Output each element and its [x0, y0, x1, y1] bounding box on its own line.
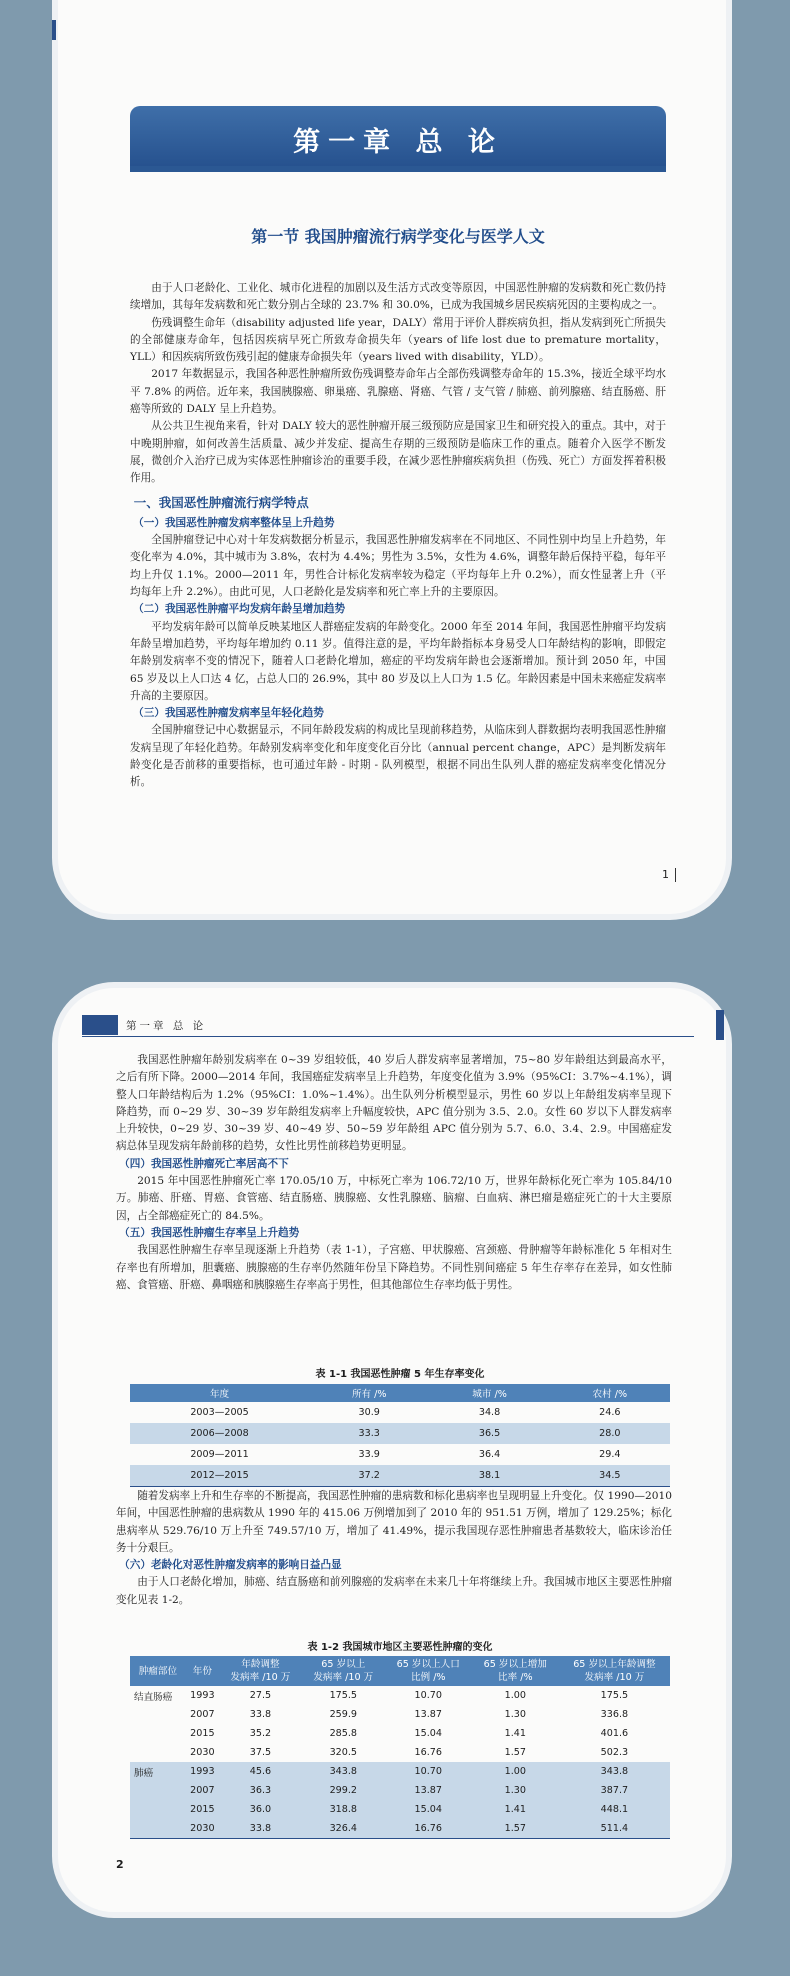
table-cell: 28.0	[550, 1423, 670, 1444]
table-cell: 1.41	[504, 1728, 526, 1739]
table-header-cell: 年龄调整 发病率 /10 万	[219, 1656, 302, 1686]
table-cell: 13.87	[385, 1781, 472, 1800]
table-cell: 2030	[186, 1819, 219, 1839]
tumor-site-cell	[130, 1800, 186, 1819]
table-cell: 2006—2008	[130, 1423, 309, 1444]
paragraph: 从公共卫生视角来看，针对 DALY 较大的恶性肿瘤开展三级预防应是国家卫生和研究投入的重点。其中，对于中晚期肿瘤，如何改善生活质量、减少并发症、提高生存期的三级预防是临床工作的重点。随着介入医学不断发展，微创介入治疗已成为实体恶性肿瘤诊治的重要手段，在减少恶性肿瘤疾病负担（伤残、死亡）方面发挥着积极作用。	[130, 420, 666, 485]
table-cell: 401.6	[600, 1728, 629, 1739]
table-cell: 387.7	[559, 1781, 670, 1800]
table-header-cell: 65 岁以上人口 比例 /%	[385, 1656, 472, 1686]
table-cell: 37.2	[309, 1465, 429, 1487]
table-header-cell: 城市 /%	[429, 1384, 549, 1402]
table-cell: 1.41	[472, 1800, 559, 1819]
table-cell: 29.4	[599, 1449, 621, 1460]
table-header-cell: 65 岁以上年龄调整 发病率 /10 万	[559, 1656, 670, 1686]
table-row	[130, 1444, 670, 1465]
table-cell: 320.5	[329, 1747, 358, 1758]
document-page-2	[52, 982, 732, 1918]
table-cell: 2015	[190, 1728, 215, 1739]
table-cell: 326.4	[302, 1819, 385, 1839]
table-cell: 2015	[186, 1800, 219, 1819]
table-cell: 336.8	[600, 1709, 629, 1720]
table-cell: 2007	[186, 1781, 219, 1800]
heading-epidemiology: 一、我国恶性肿瘤流行病学特点	[133, 494, 309, 510]
tumor-site-cell	[130, 1743, 186, 1762]
table-1	[130, 1384, 670, 1487]
table-row	[130, 1800, 670, 1819]
document-page-1	[52, 0, 732, 920]
table-cell: 35.2	[249, 1728, 272, 1739]
table-cell: 175.5	[329, 1690, 358, 1701]
table-cell: 299.2	[302, 1781, 385, 1800]
table-cell: 36.0	[219, 1800, 302, 1819]
paragraph: 平均发病年龄可以简单反映某地区人群癌症发病的年龄变化。2000 年至 2014 年间，我国恶性肿瘤平均发病年龄呈增加趋势，平均每年增加约 0.11 岁。值得注意的是，平均年龄指标本身易受人口年龄结构的影响，即假定年龄别发病率不变的情况下，随着人口老龄化增加，癌症的平均发病年龄也会逐渐增加。预计到 2050 年，中国 65 岁及以上人口达 4 亿，占总人口的 26.9%，其中 80 岁及以上人口为 1.5 亿。年龄因素是中国未来癌症发病率升高的主要原因。	[130, 620, 666, 702]
table-cell: 1.00	[472, 1762, 559, 1781]
table-cell: 45.6	[219, 1762, 302, 1781]
table-cell: 16.76	[414, 1747, 442, 1758]
page-edge-mark	[52, 20, 56, 40]
table-cell: 1993	[186, 1762, 219, 1781]
table-cell: 34.5	[550, 1465, 670, 1487]
table-cell: 33.8	[219, 1819, 302, 1839]
page2-body-top	[116, 1052, 672, 1294]
page-edge-mark	[716, 1010, 724, 1040]
tumor-site-cell	[130, 1781, 186, 1800]
table-row	[130, 1819, 670, 1839]
table-cell: 1.57	[504, 1747, 526, 1758]
tumor-site-cell	[130, 1819, 186, 1839]
table-cell: 36.4	[478, 1449, 501, 1460]
table-cell: 33.3	[309, 1423, 429, 1444]
table-cell: 15.04	[385, 1800, 472, 1819]
page1-body	[130, 280, 666, 792]
table-row	[130, 1762, 670, 1781]
paragraph: 我国恶性肿瘤生存率呈现逐渐上升趋势（表 1-1），子宫癌、甲状腺癌、宫颈癌、骨肿瘤等年龄标准化 5 年相对生存率也有所增加，胆囊癌、胰腺癌的生存率仍然随年份呈下降趋势。不同性别间癌症 5 年生存率存在差异，如女性肺癌、食管癌、肝癌、鼻咽癌和胰腺癌生存率高于男性，但其他部位生存率均低于男性。	[116, 1244, 672, 1291]
table-header-cell: 65 岁以上 发病率 /10 万	[302, 1656, 385, 1686]
table-cell: 33.9	[358, 1449, 380, 1460]
table-cell: 502.3	[600, 1747, 629, 1758]
subheading-age: （二）我国恶性肿瘤平均发病年龄呈增加趋势	[133, 603, 346, 616]
subheading-aging: （六）老龄化对恶性肿瘤发病率的影响日益凸显	[119, 1559, 342, 1572]
table-row	[130, 1423, 670, 1444]
table-header-cell: 所有 /%	[309, 1384, 429, 1402]
table-cell: 36.5	[429, 1423, 549, 1444]
section-title: 第一节 我国肿瘤流行病学变化与医学人文	[251, 227, 545, 246]
paragraph: 由于人口老龄化、工业化、城市化进程的加剧以及生活方式改变等原因，中国恶性肿瘤的发病数和死亡数仍持续增加，其每年发病数和死亡数分别占全球的 23.7% 和 30.0%，已成为我国城乡居民疾病死因的主要构成之一。	[130, 282, 666, 312]
table-2-caption: 表 1-2 我国城市地区主要恶性肿瘤的变化	[307, 1642, 493, 1653]
table-cell: 343.8	[302, 1762, 385, 1781]
table-header-cell: 农村 /%	[550, 1384, 670, 1402]
table-cell: 511.4	[559, 1819, 670, 1839]
table-cell: 1993	[190, 1690, 215, 1701]
chapter-banner	[130, 106, 666, 172]
table-cell: 343.8	[559, 1762, 670, 1781]
table-cell: 175.5	[600, 1690, 629, 1701]
table-cell: 259.9	[329, 1709, 358, 1720]
table-cell: 448.1	[559, 1800, 670, 1819]
table-cell: 2009—2011	[190, 1449, 249, 1460]
table-cell: 2007	[190, 1709, 215, 1720]
table-cell: 13.87	[414, 1709, 442, 1720]
table-header-cell: 年度	[130, 1384, 309, 1402]
table-cell: 10.70	[414, 1690, 442, 1701]
running-head-marker	[82, 1015, 118, 1035]
paragraph: 全国肿瘤登记中心数据显示，不同年龄段发病的构成比呈现前移趋势，从临床到人群数据均表明我国恶性肿瘤发病呈现了年轻化趋势。年龄别发病率变化和年度变化百分比（annual percent change，APC）是判断发病年龄变化是否前移的重要指标，也可通过年龄 - 时期 - 队列模型，根据不同出生队列人群的癌症发病率变化情况分析。	[130, 724, 666, 789]
table-1-caption: 表 1-1 我国恶性肿瘤 5 年生存率变化	[315, 1369, 485, 1380]
page-number: 1	[662, 868, 676, 882]
table-cell: 1.30	[504, 1709, 526, 1720]
paragraph: 全国肿瘤登记中心对十年发病数据分析显示，我国恶性肿瘤发病率在不同地区、不同性别中均呈上升趋势，年变化率为 4.0%，其中城市为 3.8%，农村为 4.4%；男性为 3.5%，女性为 4.6%，调整年龄后保持平稳，每年平均上升仅 1.1%。2000—2011 年，男性合计标化发病率较为稳定（平均每年上升 0.2%），而女性显著上升（平均每年上升 2.2%）。由此可见，人口老龄化是发病率和死亡率上升的主要原因。	[130, 534, 666, 599]
table-cell: 33.8	[249, 1709, 272, 1720]
paragraph: 由于人口老龄化增加，肺癌、结直肠癌和前列腺癌的发病率在未来几十年将继续上升。我国城市地区主要恶性肿瘤变化见表 1-2。	[116, 1576, 672, 1606]
table-header-cell: 肿瘤部位	[130, 1656, 186, 1686]
table-row	[130, 1705, 670, 1724]
table-row	[130, 1402, 670, 1423]
paragraph: 2017 年数据显示，我国各种恶性肿瘤所致伤残调整寿命年占全部伤残调整寿命年的 15.3%，接近全球平均水平 7.8% 的两倍。近年来，我国胰腺癌、卵巢癌、乳腺癌、肾癌、气管 / 支气管 / 肺癌、前列腺癌、结直肠癌、肝癌等所致的 DALY 呈上升趋势。	[130, 368, 666, 416]
paragraph: 伤残调整生命年（disability adjusted life year，DALY）常用于评价人群疾病负担，指从发病到死亡所损失的全部健康寿命年，包括因疾病早死亡所致寿命损失年（years of life lost due to premature mortality，YLL）和因疾病所致伤残引起的健康寿命损失年（years lived with disability，YLD）。	[130, 316, 666, 364]
table-cell: 37.5	[249, 1747, 272, 1758]
tumor-site-cell: 肺癌	[130, 1762, 186, 1781]
table-cell: 285.8	[329, 1728, 358, 1739]
page2-body-mid	[116, 1488, 672, 1609]
table-cell: 24.6	[599, 1407, 621, 1418]
table-header-cell: 65 岁以上增加 比率 /%	[472, 1656, 559, 1686]
table-2	[130, 1656, 670, 1839]
table-row	[130, 1724, 670, 1743]
table-cell: 10.70	[385, 1762, 472, 1781]
table-cell: 36.3	[219, 1781, 302, 1800]
chapter-title: 第一章 总 论	[293, 126, 503, 158]
table-row	[130, 1743, 670, 1762]
running-head	[82, 1014, 694, 1037]
running-head-text: 第一章 总 论	[126, 1019, 207, 1032]
table-cell: 38.1	[429, 1465, 549, 1487]
table-cell: 30.9	[358, 1407, 380, 1418]
paragraph: 随着发病率上升和生存率的不断提高，我国恶性肿瘤的患病数和标化患病率也呈现明显上升变化。仅 1990—2010 年间，中国恶性肿瘤的患病数从 1990 年的 415.06 万例增加到了 2010 年的 951.51 万例，增加了 129.25%；标化患病率从 529.76/10 万上升至 749.57/10 万，增加了 41.49%，提示我国现存恶性肿瘤患者基数较大，临床诊治任务十分艰巨。	[116, 1490, 672, 1554]
table-cell: 16.76	[385, 1819, 472, 1839]
table-row	[130, 1465, 670, 1487]
table-cell: 1.57	[472, 1819, 559, 1839]
table-header-cell: 年份	[186, 1656, 219, 1686]
tumor-site-cell	[130, 1705, 186, 1724]
page-number: 2	[116, 1858, 124, 1871]
subheading-incidence: （一）我国恶性肿瘤发病率整体呈上升趋势	[133, 516, 335, 529]
subheading-mortality: （四）我国恶性肿瘤死亡率居高不下	[119, 1157, 289, 1170]
subheading-younger: （三）我国恶性肿瘤发病率呈年轻化趋势	[133, 707, 324, 720]
table-cell: 2030	[190, 1747, 215, 1758]
table-row	[130, 1781, 670, 1800]
table-cell: 27.5	[249, 1690, 272, 1701]
table-cell: 318.8	[302, 1800, 385, 1819]
table-cell: 34.8	[478, 1407, 501, 1418]
table-cell: 1.30	[472, 1781, 559, 1800]
tumor-site-cell	[130, 1724, 186, 1743]
subheading-survival: （五）我国恶性肿瘤生存率呈上升趋势	[119, 1226, 300, 1239]
tumor-site-cell: 结直肠癌	[134, 1691, 173, 1703]
table-row	[130, 1686, 670, 1705]
paragraph: 2015 年中国恶性肿瘤死亡率 170.05/10 万，中标死亡率为 106.72/10 万，世界年龄标化死亡率为 105.84/10 万。肺癌、肝癌、胃癌、食管癌、结直肠癌、胰腺癌、女性乳腺癌、脑瘤、白血病、淋巴瘤是癌症死亡的十大主要原因，占全部癌症死亡的 84.5%。	[116, 1175, 672, 1222]
table-cell: 2012—2015	[130, 1465, 309, 1487]
paragraph: 我国恶性肿瘤年龄别发病率在 0~39 岁组较低，40 岁后人群发病率显著增加，75~80 岁年龄组达到最高水平，之后有所下降。2000—2014 年间，我国癌症发病率呈上升趋势，年度变化值为 3.9%（95%CI：3.7%~4.1%），调整人口年龄结构后为 1.2%（95%CI：1.0%~1.4%）。出生队列分析模型显示，男性 60 岁以上年龄组发病率呈现下降趋势，而 0~29 岁、30~39 岁年龄组发病率上升幅度较快，APC 值分别为 3.5、2.0。女性 60 岁以下人群发病率上升较快，0~29 岁、30~39 岁、40~49 岁、50~59 岁年龄组 APC 值分别为 5.7、6.0、3.4、2.9。中国癌症发病总体呈现发病年龄前移的趋势，女性比男性前移趋势更明显。	[116, 1054, 672, 1153]
table-cell: 15.04	[414, 1728, 442, 1739]
table-cell: 2003—2005	[190, 1407, 249, 1418]
table-cell: 1.00	[504, 1690, 526, 1701]
